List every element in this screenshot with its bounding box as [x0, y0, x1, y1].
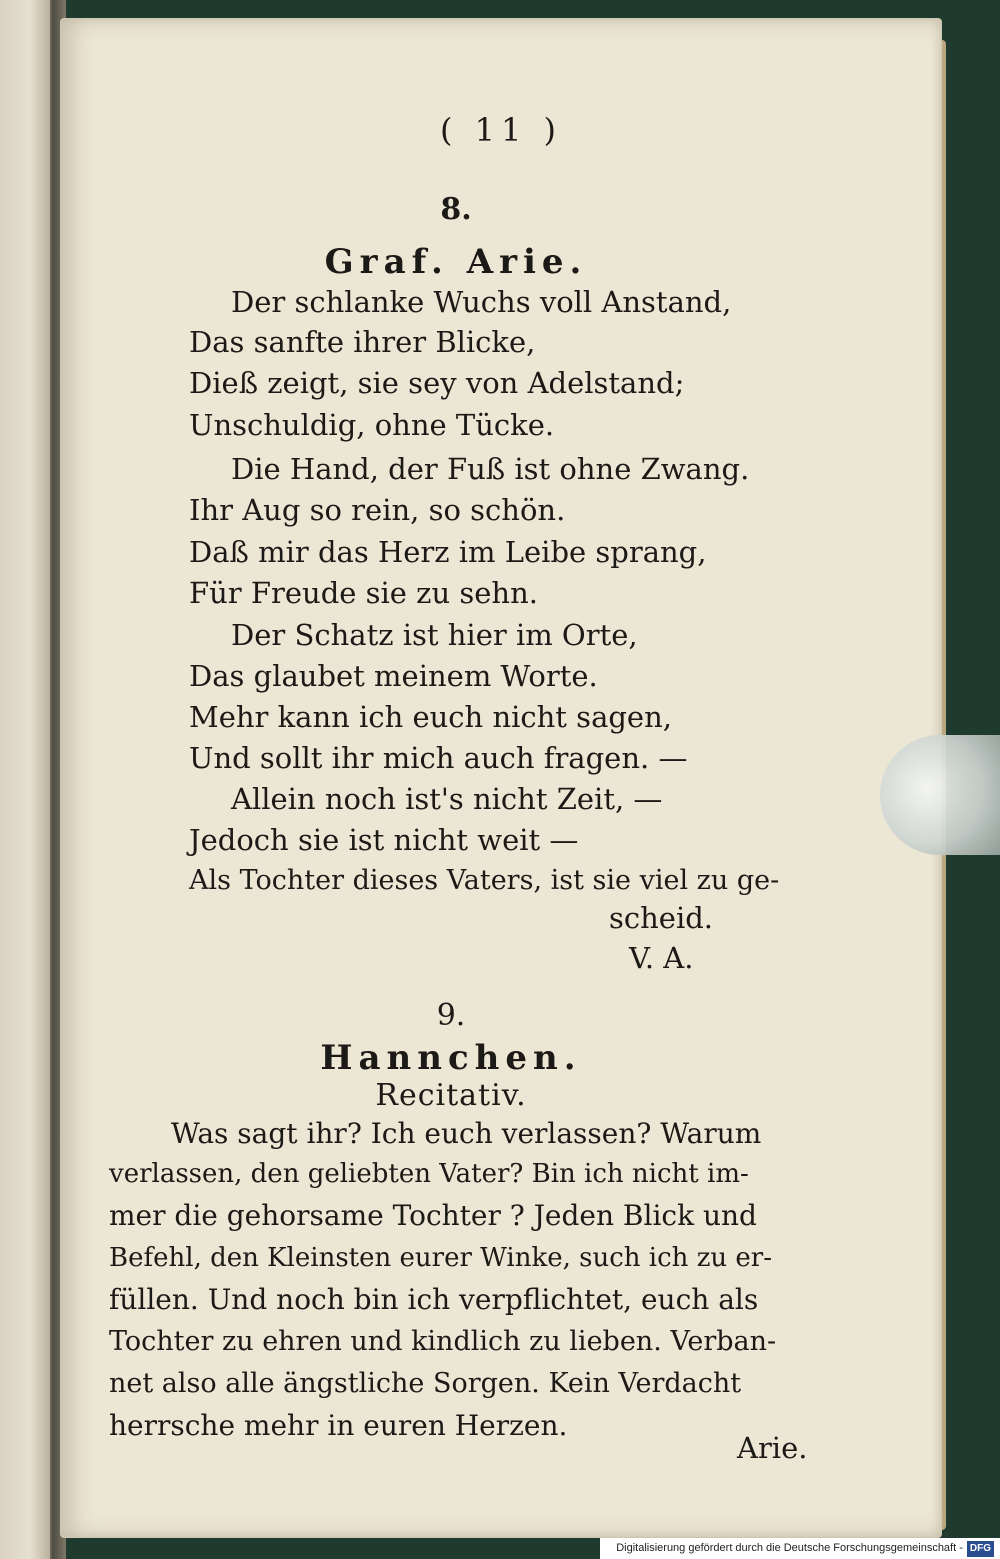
- verse-line: Als Tochter dieses Vaters, ist sie viel zu ge-: [189, 865, 780, 896]
- section-subtitle: Recitativ.: [375, 1078, 527, 1113]
- left-page-edge: [0, 0, 52, 1559]
- page-number: ( 11 ): [439, 111, 563, 149]
- digitization-credit: [600, 1538, 1000, 1559]
- verse-line: Ihr Aug so rein, so schön.: [189, 493, 566, 527]
- verse-line: Unschuldig, ohne Tücke.: [189, 408, 555, 442]
- paragraph-line: net also alle ängstliche Sorgen. Kein Verdacht: [109, 1368, 742, 1399]
- section-number: 9.: [436, 998, 466, 1033]
- paragraph-line: verlassen, den geliebten Vater? Bin ich nicht im-: [109, 1159, 749, 1189]
- verse-line: Dieß zeigt, sie sey von Adelstand;: [189, 366, 685, 400]
- verse-line: Das glaubet meinem Worte.: [189, 659, 598, 693]
- verse-line: Und sollt ihr mich auch fragen. —: [189, 741, 688, 775]
- verse-line: Der Schatz ist hier im Orte,: [231, 618, 638, 652]
- verse-line: Die Hand, der Fuß ist ohne Zwang.: [231, 452, 750, 486]
- paragraph-line: Befehl, den Kleinsten eurer Winke, such ich zu er-: [109, 1243, 772, 1273]
- dfg-logo-icon: DFG: [967, 1541, 994, 1557]
- paragraph-line: füllen. Und noch bin ich verpflichtet, euch als: [109, 1283, 759, 1316]
- verse-line: Für Freude sie zu sehn.: [189, 576, 538, 610]
- paragraph-line: herrsche mehr in euren Herzen.: [109, 1409, 568, 1442]
- verse-line: Der schlanke Wuchs voll Anstand,: [231, 285, 732, 319]
- book-page: [60, 18, 942, 1538]
- verse-line: Das sanfte ihrer Blicke,: [189, 325, 536, 359]
- verse-line: Allein noch ist's nicht Zeit, —: [231, 782, 663, 816]
- paragraph-line: mer die gehorsame Tochter ? Jeden Blick und: [109, 1199, 757, 1232]
- verse-line: Daß mir das Herz im Leibe sprang,: [189, 535, 707, 569]
- verse-line: Mehr kann ich euch nicht sagen,: [189, 700, 672, 734]
- section-number: 8.: [440, 192, 472, 227]
- catchword: Arie.: [737, 1431, 808, 1465]
- section-title: Graf. Arie.: [324, 242, 588, 282]
- section-title: Hannchen.: [320, 1038, 582, 1078]
- credit-text: Digitalisierung gefördert durch die Deutsche Forschungsgemeinschaft -: [616, 1542, 963, 1554]
- verse-line: scheid.: [609, 901, 714, 935]
- verse-line: Jedoch sie ist nicht weit —: [189, 823, 579, 857]
- signature: V. A.: [629, 941, 694, 975]
- page-clip: [880, 735, 1000, 855]
- paragraph-line: Tochter zu ehren und kindlich zu lieben. Verban-: [109, 1326, 777, 1357]
- paragraph-line: Was sagt ihr? Ich euch verlassen? Warum: [171, 1117, 762, 1150]
